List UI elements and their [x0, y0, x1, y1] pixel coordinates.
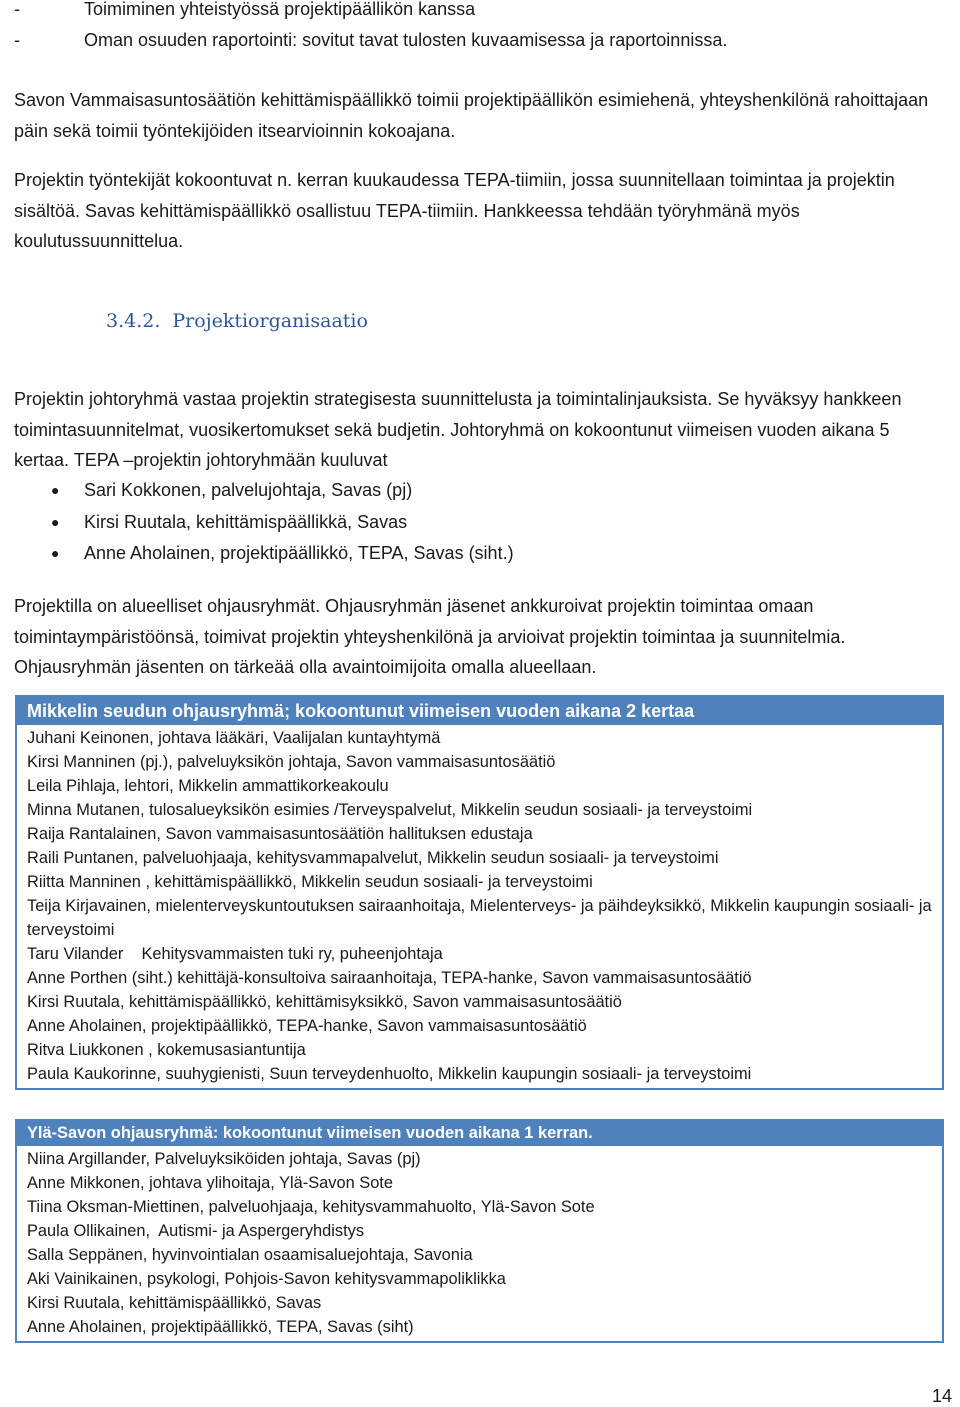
section-number: 3.4.2. [106, 310, 161, 332]
bullet-icon: ● [51, 545, 60, 561]
table-row: Tiina Oksman-Miettinen, palveluohjaaja, kehitysvammahuolto, Ylä-Savon Sote [27, 1198, 595, 1216]
table-row: Paula Ollikainen, Autismi- ja Aspergeryhdistys [27, 1222, 365, 1240]
table-row: Kirsi Ruutala, kehittämispäällikkö, kehittämisyksikkö, Savon vammaisasuntosäätiö [27, 993, 622, 1011]
table-row: Paula Kaukorinne, suuhygienisti, Suun terveydenhuolto, Mikkelin kaupungin sosiaali- ja terveystoimi [27, 1065, 752, 1083]
table-row: Anne Porthen (siht.) kehittäjä-konsultoiva sairaanhoitaja, TEPA-hanke, Savon vammaisasuntosäätiö [27, 969, 752, 987]
ylasavo-member-list [17, 1146, 942, 1341]
intro-list [14, 0, 727, 56]
table-row: Raija Rantalainen, Savon vammaisasuntosäätiön hallituksen edustaja [27, 825, 533, 843]
table-row: Kirsi Ruutala, kehittämispäällikkö, Savas [27, 1294, 322, 1312]
bullet-icon: ● [51, 482, 60, 498]
table-row: Aki Vainikainen, psykologi, Pohjois-Savon kehitysvammapoliklikka [27, 1270, 506, 1288]
table-row: Anne Aholainen, projektipäällikkö, TEPA, Savas (siht) [27, 1318, 414, 1336]
section-heading [106, 307, 368, 335]
table-row: Leila Pihlaja, lehtori, Mikkelin ammattikorkeakoulu [27, 777, 389, 795]
table-row: Niina Argillander, Palveluyksiköiden johtaja, Savas (pj) [27, 1150, 421, 1168]
ylasavo-steering-group [15, 1119, 944, 1343]
list-item: ● Kirsi Ruutala, kehittämispäällikkä, Savas [14, 507, 914, 539]
table-row: Juhani Keinonen, johtava lääkäri, Vaalijalan kuntayhtymä [27, 729, 441, 747]
paragraph-steering: Projektilla on alueelliset ohjausryhmät. Ohjausryhmän jäsenet ankkuroivat projektin toimintaa omaan toimintaympäristöönsä, toimivat projektin yhteyshenkilönä ja arvioivat projektin toimintaa ja suunnitelmia. Ohjausryhmän jäsenten on tärkeää olla avaintoimijoita omalla alueellaan. [14, 596, 846, 677]
list-item: - Toimiminen yhteistyössä projektipäällikön kanssa [14, 0, 476, 19]
table-row: Raili Puntanen, palveluohjaaja, kehitysvammapalvelut, Mikkelin seudun sosiaali- ja terveystoimi [27, 849, 719, 867]
paragraph-team: Projektin työntekijät kokoontuvat n. kerran kuukaudessa TEPA-tiimiin, jossa suunnitellaan toimintaa ja projektin sisältöä. Savas kehittämispäällikkö osallistuu TEPA-tiimiin. Hankkeessa tehdään työryhmänä myös koulutussuunnittelua. [14, 170, 895, 251]
list-item: ● Anne Aholainen, projektipäällikkö, TEPA, Savas (siht.) [14, 538, 914, 570]
list-item: - Oman osuuden raportointi: sovitut tavat tulosten kuvaamisessa ja raportoinnissa. [14, 30, 728, 50]
paragraph-board: Projektin johtoryhmä vastaa projektin strategisesta suunnittelusta ja toimintalinjauksista. Se hyväksyy hankkeen toimintasuunnitelmat, vuosikertomukset sekä budjetin. Johtoryhmä on kokoontunut viimeisen vuoden aikana 5 kertaa. TEPA –projektin johtoryhmään kuuluvat [14, 389, 902, 470]
table-row: Riitta Manninen , kehittämispäällikkö, Mikkelin seudun sosiaali- ja terveystoimi [27, 873, 593, 891]
table-row: Anne Mikkonen, johtava ylihoitaja, Ylä-Savon Sote [27, 1174, 393, 1192]
board-member-list [14, 475, 914, 570]
table-row: Kirsi Manninen (pj.), palveluyksikön johtaja, Savon vammaisasuntosäätiö [27, 753, 556, 771]
section-title: Projektiorganisaatio [172, 310, 368, 332]
table-row: Salla Seppänen, hyvinvointialan osaamisaluejohtaja, Savonia [27, 1246, 473, 1264]
table-row: Teija Kirjavainen, mielenterveyskuntoutuksen sairaanhoitaja, Mielenterveys- ja päihdeyksikkö, Mikkelin kaupungin sosiaali- ja terveystoimi [27, 897, 932, 939]
page-number: 14 [931, 1386, 952, 1406]
list-item: ● Sari Kokkonen, palvelujohtaja, Savas (pj) [14, 475, 914, 507]
ylasavo-group-title: Ylä-Savon ohjausryhmä: kokoontunut viimeisen vuoden aikana 1 kerran. [17, 1121, 942, 1146]
bullet-icon: ● [51, 513, 60, 530]
paragraph-supervisor: Savon Vammaisasuntosäätiön kehittämispäällikkö toimii projektipäällikön esimiehenä, yhteyshenkilönä rahoittajaan päin sekä toimii työntekijöiden itsearvioinnin kokoajana. [14, 90, 929, 141]
mikkeli-group-title: Mikkelin seudun ohjausryhmä; kokoontunut viimeisen vuoden aikana 2 kertaa [17, 697, 942, 725]
table-row: Ritva Liukkonen , kokemusasiantuntija [27, 1041, 306, 1059]
table-row: Taru Vilander Kehitysvammaisten tuki ry, puheenjohtaja [27, 945, 443, 963]
mikkeli-member-list [17, 725, 942, 1088]
table-row: Anne Aholainen, projektipäällikkö, TEPA-hanke, Savon vammaisasuntosäätiö [27, 1017, 587, 1035]
mikkeli-steering-group [15, 695, 944, 1090]
table-row: Minna Mutanen, tulosalueyksikön esimies /Terveyspalvelut, Mikkelin seudun sosiaali- ja terveystoimi [27, 801, 753, 819]
